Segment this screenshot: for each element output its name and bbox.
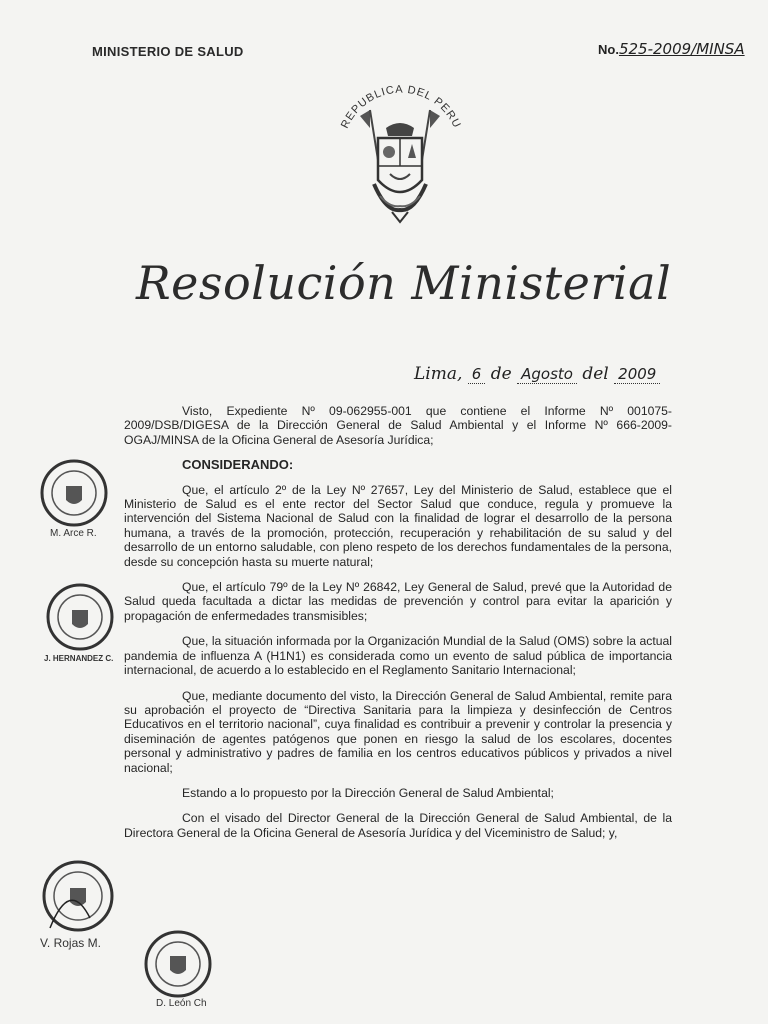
crest-arc-text: REPUBLICA DEL PERU xyxy=(338,83,464,131)
date-place: Lima, xyxy=(414,364,463,384)
resolution-number-prefix: No. xyxy=(598,42,619,57)
paragraph-3: Que, la situación informada por la Organización Mundial de la Salud (OMS) sobre la actual pandemia de influenza A (H1N1) es considerada como un evento de salud pública de importancia internacional, de acuerdo a lo establecido en el Reglamento Sanitario Internacional; xyxy=(124,634,672,678)
stamp-label-2: J. HERNANDEZ C. xyxy=(44,654,114,663)
date-year: 2009 xyxy=(614,365,660,384)
national-crest-icon xyxy=(330,80,470,240)
stamp-label-1: M. Arce R. xyxy=(50,528,97,539)
paragraph-4: Que, mediante documento del visto, la Dirección General de Salud Ambiental, remite para su aprobación el proyecto de “Directiva Sanitaria para la limpieza y desinfección de Centros Educativos en el territorio nacional”, cuya finalidad es contribuir a prevenir y controlar la presencia y diseminación de agentes patógenos que ponen en riesgo la salud de los escolares, docentes personal y administrativo y padres de familia en los centros educativos públicos y privados a nivel nacional; xyxy=(124,688,672,775)
date-day: 6 xyxy=(468,365,486,384)
stamp-seal-4-icon xyxy=(138,928,218,1000)
paragraph-6: Con el visado del Director General de la Dirección General de Salud Ambiental, de la Directora General de la Oficina General de Asesoría Jurídica y del Viceministro de Salud; y, xyxy=(124,811,672,840)
stamp-label-4: D. León Ch xyxy=(156,998,207,1009)
resolution-number xyxy=(598,40,768,58)
stamp-seal-1-icon xyxy=(30,458,118,528)
date-de: de xyxy=(490,364,512,384)
document-title: Resolución Ministerial xyxy=(136,256,672,310)
resolution-body xyxy=(124,404,672,851)
date-del: del xyxy=(582,364,609,384)
resolution-number-value: 525-2009/MINSA xyxy=(618,40,745,58)
paragraph-2: Que, el artículo 79º de la Ley Nº 26842, Ley General de Salud, prevé que la Autoridad de Salud queda facultada a dictar las medidas de prevención y control para evitar la aparición y propagación de enfermedades transmisibles; xyxy=(124,580,672,623)
paragraph-visto: Visto, Expediente Nº 09-062955-001 que contiene el Informe Nº 001075-2009/DSB/DIGESA de la Dirección General de Salud Ambiental y el Informe Nº 666-2009-OGAJ/MINSA de la Oficina General de Asesoría Jurídica; xyxy=(124,404,672,447)
stamp-label-3: V. Rojas M. xyxy=(40,936,101,950)
date-line xyxy=(414,364,660,384)
ministry-header: MINISTERIO DE SALUD xyxy=(92,44,244,59)
paragraph-1: Que, el artículo 2º de la Ley Nº 27657, Ley del Ministerio de Salud, establece que el Ministerio de Salud es el ente rector del Sector Salud que conduce, regula y promueve la intervención del Sistema Nacional de Salud con la finalidad de lograr el desarrollo de la persona humana, a través de la promoción, protección, recuperación y rehabilitación de su salud y del desarrollo de un entorno saludable, con pleno respeto de los derechos fundamentales de la persona, desde su concepción hasta su muerte natural; xyxy=(124,482,672,569)
considerando-heading: CONSIDERANDO: xyxy=(182,457,294,473)
stamp-seal-3-icon xyxy=(30,858,126,934)
date-month: Agosto xyxy=(517,365,577,384)
stamp-seal-2-icon xyxy=(36,582,124,652)
paragraph-5: Estando a lo propuesto por la Dirección General de Salud Ambiental; xyxy=(182,785,554,800)
